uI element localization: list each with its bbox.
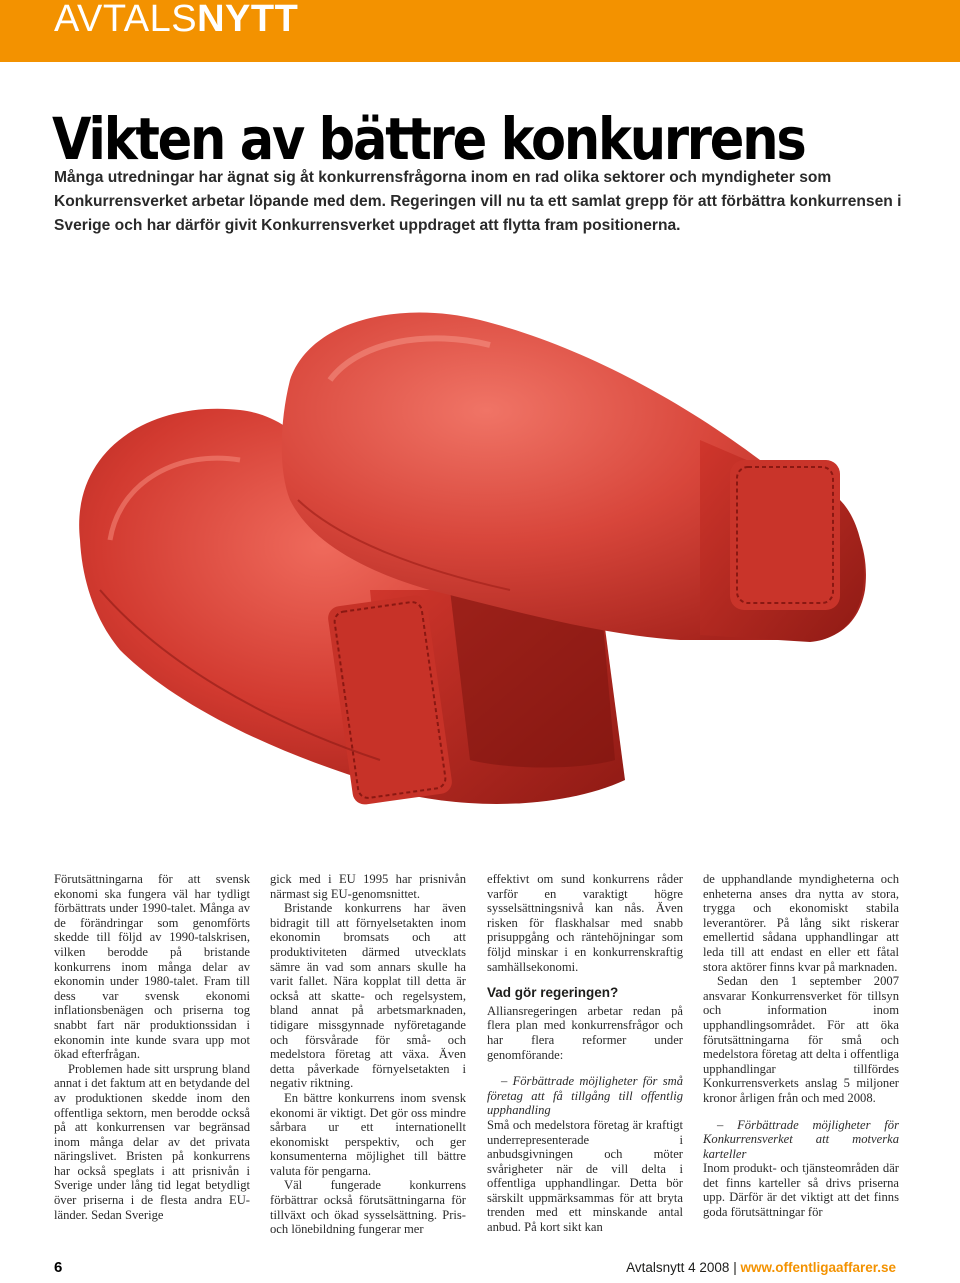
italic-point: – Förbättrade möjligheter för små företag att få tillgång till offentlig upphandling	[487, 1074, 683, 1118]
masthead-bar	[0, 0, 960, 62]
body-paragraph: Förutsättningarna för att svensk ekonomi ska fungera väl har tydligt förbättrats under 1990-talet. Många av de förändringar som genomförts skedde till följd av 1990-talskrisen, vilken berodde på bristande konkurrens inom många delar av ekonomin under 1980-talet. Fram till dess var svensk ekonomi inflationsbenägen och priserna tog snabbt fart när produktionssidan i ekonomin inte kunde svara upp mot ökad efterfrågan.	[54, 872, 250, 1062]
subheading: Vad gör regeringen?	[487, 985, 619, 1001]
body-paragraph: effektivt om sund konkurrens råder varför en varaktigt högre sysselsättningsnivå kan nås. Även risken för flaskhalsar med snabb prisuppgång och räntehöjningar som följd minskar i en konkurrenskraftig samhällsekonomi.	[487, 872, 683, 974]
article-column-2	[270, 872, 466, 1237]
article-ingress: Många utredningar har ägnat sig åt konkurrensfrågorna inom en rad olika sektorer och myndigheter som Konkurrensverket arbetar löpande med dem. Regeringen vill nu ta ett samlat grepp för att förbättra konkurrensen i Sverige och har därför givit Konkurrensverket uppdraget att flytta fram positionerna.	[54, 169, 902, 234]
body-paragraph: Sedan den 1 september 2007 ansvarar Konkurrensverket för tillsyn och information inom upphandlingsområdet. För att öka förutsättningarna för små och medelstora företag att delta i offentliga upphandlingar tillfördes Konkurrensverkets anslag 5 miljoner kronor årligen från och med 2008.	[703, 974, 899, 1105]
page-number: 6	[54, 1259, 63, 1276]
page-footer	[626, 1260, 896, 1275]
italic-point: – Förbättrade möjligheter för Konkurrensverket att motverka karteller	[703, 1117, 899, 1161]
body-paragraph: Inom produkt- och tjänsteområden där det finns karteller så drivs priserna upp. Därför är det viktigt att det finns goda förutsättningar för	[703, 1161, 899, 1220]
body-paragraph: gick med i EU 1995 har prisnivån närmast sig EU-genomsnittet.	[270, 872, 466, 901]
article-column-3	[487, 872, 683, 1235]
masthead-logo: AVTALSNYTT	[54, 0, 299, 40]
body-paragraph: de upphandlande myndigheterna och enheterna anses dra nytta av stora, trygga och ekonomiskt stabila leverantörer. På lång sikt riskerar emellertid sådana upphandlingar att leda till att endast en eller ett fåtal stora aktörer finns kvar på marknaden.	[703, 872, 899, 974]
body-paragraph: Väl fungerade konkurrens förbättrar också förutsättningarna för tillväxt och ökad sysselsättning. Pris- och lönebildning fungerar mer	[270, 1178, 466, 1237]
body-paragraph: Alliansregeringen arbetar redan på flera plan med konkurrensfrågor och har flera reformer under genomförande:	[487, 1003, 683, 1062]
body-paragraph: Små och medelstora företag är kraftigt underrepresenterade i anbudsgivningen och möter svårigheter när de vill delta i offentliga upphandlingar. Detta bör särskilt uppmärksammas för att bryta trenden med ett minskande antal anbud. På kort sikt kan	[487, 1117, 683, 1235]
article-column-1	[54, 872, 250, 1222]
website-link[interactable]: www.offentligaaffarer.se	[740, 1260, 896, 1275]
article-column-4	[703, 872, 899, 1220]
body-paragraph: Problemen hade sitt ursprung bland annat i det faktum att en betydande del av produktionen skedde inom den offentliga sektorn, men berodde också på att konkurrensen var begränsad inom många delar av det privata näringslivet. Bristen på konkurrens har också speglats i att prisnivån i Sverige under lång tid legat betydligt över priserna i de flesta andra EU-länder. Sedan Sverige	[54, 1061, 250, 1222]
boxing-gloves-photo	[40, 290, 920, 830]
publication-info: Avtalsnytt 4 2008 |	[626, 1260, 741, 1275]
article-title: Vikten av bättre konkurrens	[52, 105, 805, 173]
body-paragraph: Bristande konkurrens har även bidragit till att förnyelsetakten inom ekonomin bromsats och att produktiviteten därmed utvecklats sämre än vad som annars skulle ha varit fallet. Nära kopplat till detta är också att skatte- och regelsystem, bland annat på arbetsmarknaden, tidigare missgynnade nyföretagande och försvårade för små- och medelstora företag att växa. Även detta påverkade förnyelsetakten i negativ riktning.	[270, 901, 466, 1091]
body-paragraph: En bättre konkurrens inom svensk ekonomi är viktigt. Det gör oss mindre sårbara ur ett internationellt ekonomiskt perspektiv, och ger konsumenterna möjlighet till bättre valuta för pengarna.	[270, 1090, 466, 1178]
